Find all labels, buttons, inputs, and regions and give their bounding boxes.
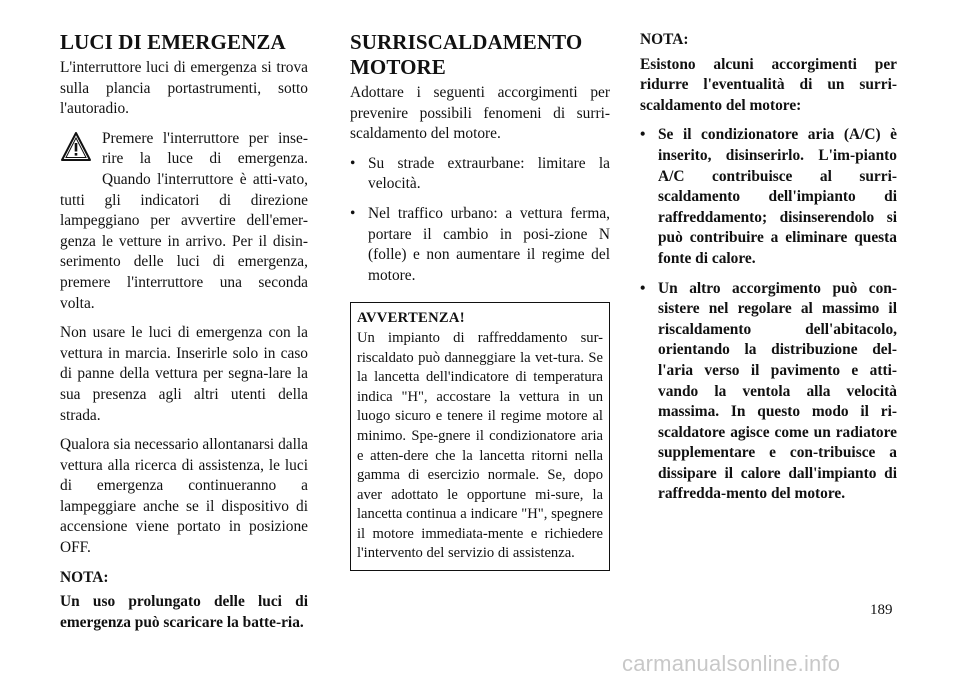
- note-label: NOTA:: [640, 31, 689, 48]
- note-text: Un uso prolungato delle luci di emergenza può scaricare la batte-ria.: [60, 593, 308, 631]
- section-title-luci-emergenza: LUCI DI EMERGENZA: [60, 30, 286, 54]
- page-number: 189: [870, 602, 893, 618]
- section-title-surriscaldamento: SURRISCALDAMENTO MOTORE: [350, 30, 583, 79]
- bullet-list-accorgimenti: [350, 154, 610, 287]
- watermark: carmanualsonline.info: [622, 651, 841, 676]
- warning-paragraph: Premere l'interruttore per inse-rire la luce di emergenza. Quando l'interruttore è atti-vato, tutti gli indicatori di direzione lampeggiano per avvertire dell'emer-genza le vetture in arrivo. Per il disin-serimento delle luci di emergenza, premere l'interruttore una seconda volta.: [60, 129, 308, 312]
- paragraph-non-usare: Non usare le luci di emergenza con la vettura in marcia. Inserirle solo in caso di panne della vettura per segna-lare la sua presenza agli altri utenti della strada.: [60, 324, 308, 424]
- list-item-text: Un altro accorgimento può con-sistere nel regolare al massimo il riscaldamento dell'abitacolo, orientando la distribuzione del-l'aria verso il pavimento e atti-vando la ventola alla velocità massima. In questo modo il ri-scaldatore agisce come un radiatore supplementare e con-tribuisce a dissipare il calore dall'impianto di raffredda-mento del motore.: [658, 279, 897, 503]
- list-item: [350, 204, 610, 286]
- warning-box-body: Un impianto di raffreddamento sur-riscaldato può danneggiare la vet-tura. Se la lancetta dell'indicatore di temperatura indica "H", accostare la vettura in un luogo sicuro e tenere il regime motore al minimo. Spe-gnere il condizionatore aria e atten-dere che la lancetta ritorni nella gamma di esercizio normale. Se, dopo aver adottato le opportune mi-sure, la lancetta continua a indicare "H", spegnere il motore immediata-mente e richiedere l'intervento del servizio di assistenza.: [357, 329, 603, 562]
- warning-box-title: AVVERTENZA!: [357, 310, 465, 327]
- bullet-glyph: •: [350, 204, 356, 222]
- bullet-glyph: •: [640, 279, 646, 297]
- bullet-list-note: [640, 125, 897, 505]
- warning-triangle-icon: [60, 131, 92, 163]
- list-item: [640, 279, 897, 506]
- paragraph-qualora: Qualora sia necessario allontanarsi dalla vettura alla ricerca di assistenza, le luci di emergenza continueranno a lampeggiare anche se il dispositivo di accensione viene portato in posizione OFF.: [60, 436, 308, 557]
- column-nota: [640, 30, 897, 514]
- note-intro: Esistono alcuni accorgimenti per ridurre l'eventualità di un surri-scaldamento del motore:: [640, 55, 897, 114]
- list-item-text: Su strade extraurbane: limitare la velocità.: [368, 154, 610, 193]
- paragraph-adottare: Adottare i seguenti accorgimenti per prevenire possibili fenomeni di surri-scaldamento del motore.: [350, 84, 610, 143]
- list-item-text: Nel traffico urbano: a vettura ferma, portare il cambio in posi-zione N (folle) e non aumentare il regime del motore.: [368, 204, 610, 284]
- warning-box: [350, 302, 610, 571]
- bullet-glyph: •: [640, 126, 646, 144]
- list-item: [350, 154, 610, 195]
- note-label: NOTA:: [60, 568, 109, 586]
- list-item: [640, 125, 897, 269]
- bullet-glyph: •: [350, 154, 356, 172]
- column-surriscaldamento: [350, 30, 610, 571]
- list-item-text: Se il condizionatore aria (A/C) è inserito, disinserirlo. L'im-pianto A/C contribuisce al surri-scaldamento dell'impianto di raffreddamento; disinserendolo si può contribuire a eliminare questa fonte di calore.: [658, 126, 897, 267]
- paragraph-intro: L'interruttore luci di emergenza si trova sulla plancia portastrumenti, sotto l'autoradio.: [60, 59, 308, 118]
- column-luci-di-emergenza: [60, 30, 308, 633]
- warning-block: [60, 129, 308, 314]
